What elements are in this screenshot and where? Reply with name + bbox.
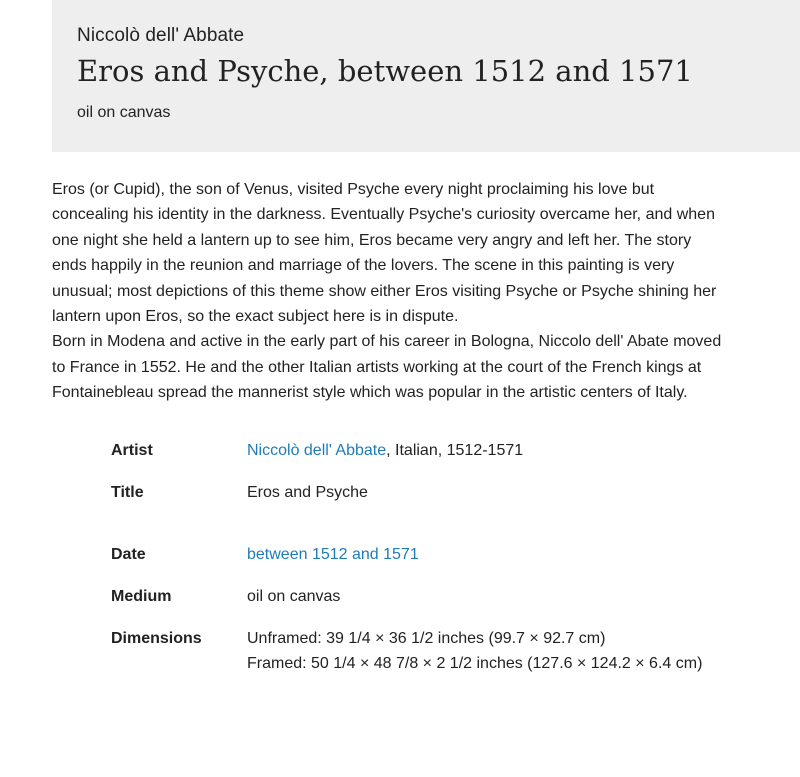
artwork-header: [52, 0, 800, 152]
date-value: [247, 542, 419, 567]
dimensions-framed: Framed: 50 1/4 × 48 7/8 × 2 1/2 inches (127.6 × 124.2 × 6.4 cm): [247, 655, 703, 672]
title-value: Eros and Psyche: [247, 484, 368, 501]
dimensions-value: [247, 626, 702, 676]
page-title: Eros and Psyche, between 1512 and 1571: [77, 54, 693, 88]
dimensions-label: Dimensions: [111, 630, 202, 647]
description-paragraph-1: Eros (or Cupid), the son of Venus, visited Psyche every night proclaiming his love but concealing his identity in the darkness. Eventually Psyche's curiosity overcame her, and when one night she held a lantern up to see him, Eros became very angry and left her. The story ends happily in the reunion and marriage of the lovers. The scene in this painting is very unusual; most depictions of this theme show either Eros visiting Psyche or Psyche shining her lantern upon Eros, so the exact subject here is in dispute.: [52, 181, 717, 326]
date-label: Date: [111, 546, 146, 563]
date-link[interactable]: between 1512 and 1571: [247, 546, 419, 563]
artwork-description: [52, 177, 722, 406]
description-paragraph-2: Born in Modena and active in the early part of his career in Bologna, Niccolo dell' Abate moved to France in 1552. He and the other Italian artists working at the court of the French kings at Fontainebleau spread the mannerist style which was popular in the artistic centers of Italy.: [52, 333, 722, 402]
artist-nationality-dates: , Italian, 1512-1571: [386, 442, 524, 459]
artist-value: [247, 438, 523, 463]
header-artist-name: Niccolò dell' Abbate: [77, 25, 245, 46]
artist-label: Artist: [111, 442, 153, 459]
header-medium: oil on canvas: [77, 104, 171, 121]
title-label: Title: [111, 484, 144, 501]
dimensions-unframed: Unframed: 39 1/4 × 36 1/2 inches (99.7 × 92.7 cm): [247, 630, 606, 647]
artist-link[interactable]: Niccolò dell' Abbate: [247, 442, 387, 459]
medium-value: oil on canvas: [247, 588, 341, 605]
medium-label: Medium: [111, 588, 172, 605]
